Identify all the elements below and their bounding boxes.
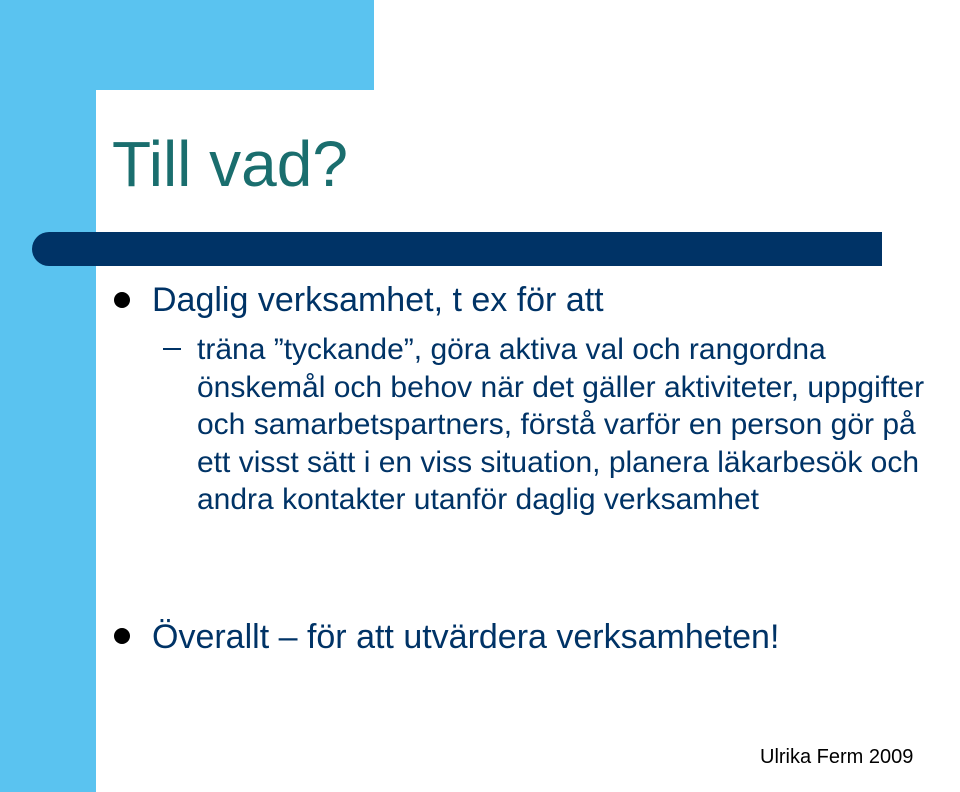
dash-bullet-icon	[163, 348, 181, 350]
footer-author: Ulrika Ferm 2009	[760, 746, 914, 768]
title-rule-bar	[32, 232, 882, 266]
sub-bullet-item-1: träna ”tyckande”, göra aktiva val och rangordna önskemål och behov när det gäller aktiviteter, uppgifter och samarbetspartners, förstå varför en person gör på ett visst sätt i en viss situation, planera läkarbesök och andra kontakter utanför daglig verksamhet	[197, 333, 925, 516]
decorative-blue-panel	[0, 0, 96, 792]
slide-title: Till vad?	[112, 128, 348, 200]
bullet-dot-icon	[114, 628, 130, 644]
decorative-blue-top-block	[0, 0, 374, 90]
bullet-item-1: Daglig verksamhet, t ex för att	[152, 281, 604, 319]
bullet-dot-icon	[114, 292, 130, 308]
bullet-item-2: Överallt – för att utvärdera verksamheten!	[152, 618, 780, 656]
